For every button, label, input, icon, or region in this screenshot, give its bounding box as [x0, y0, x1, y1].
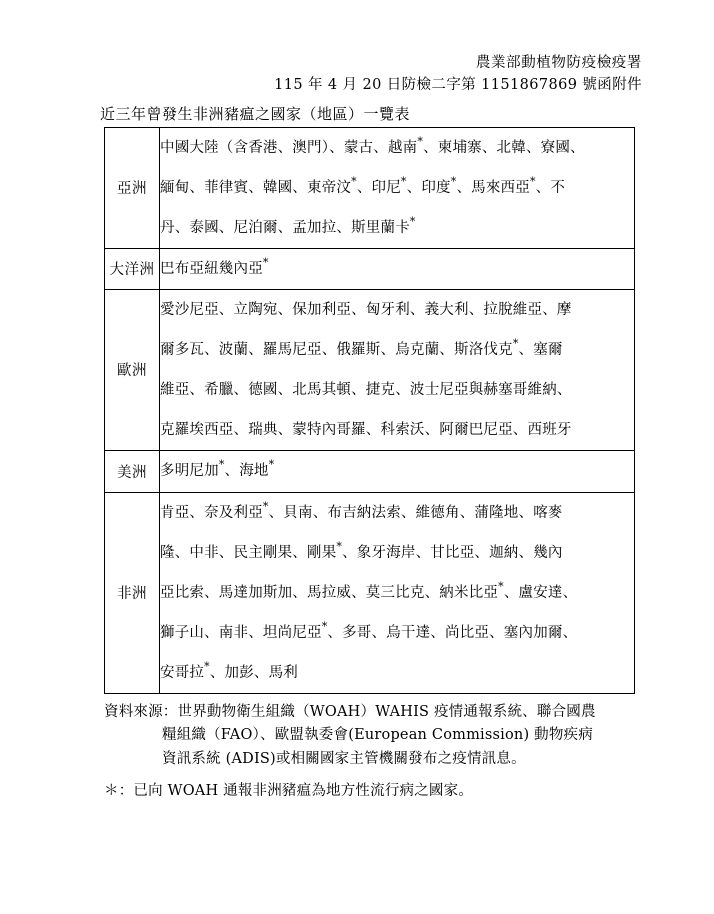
- region-label-cell: 亞洲: [105, 127, 160, 248]
- issuing-agency: 農業部動植物防疫檢疫署: [475, 55, 642, 71]
- country-line: 中國大陸（含香港、澳門）、蒙古、越南*、柬埔寨、北韓、寮國、: [160, 135, 585, 156]
- endemic-asterisk: *: [351, 175, 357, 189]
- endemic-asterisk: *: [529, 175, 536, 189]
- table-row: [105, 492, 635, 693]
- table-row: [105, 127, 635, 248]
- endemic-asterisk: *: [262, 500, 269, 514]
- region-label-cell: 歐洲: [105, 289, 160, 450]
- country-line: 隆、中非、民主剛果、剛果*、象牙海岸、甘比亞、迦納、幾內: [160, 540, 563, 561]
- endemic-asterisk: *: [204, 660, 210, 674]
- endemic-asterisk: *: [450, 175, 457, 189]
- asf-countries-table: [104, 127, 635, 694]
- country-line: 丹、泰國、尼泊爾、孟加拉、斯里蘭卡*: [160, 215, 416, 236]
- table-body: [105, 127, 635, 693]
- countries-cell: [160, 248, 635, 289]
- source-note-line: 糧組織（FAO）、歐盟執委會(European Commission) 動物疾病: [162, 727, 593, 744]
- endemic-asterisk: *: [417, 135, 424, 149]
- country-line: 亞比索、馬達加斯加、馬拉威、莫三比克、納米比亞*、盧安達、: [160, 580, 578, 601]
- source-text: 世界動物衛生組織（WOAH）WAHIS 疫情通報系統、聯合國農: [177, 703, 596, 720]
- endemic-asterisk: *: [409, 215, 416, 229]
- source-note-line: [104, 701, 642, 724]
- endemic-asterisk: *: [336, 540, 343, 554]
- country-line: 維亞、希臘、德國、北馬其頓、捷克、波士尼亞與赫塞哥維納、: [160, 381, 572, 398]
- table-row: [105, 289, 635, 450]
- country-line: 克羅埃西亞、瑞典、蒙特內哥羅、科索沃、阿爾巴尼亞、西班牙: [160, 421, 572, 438]
- country-line: 獅子山、南非、坦尚尼亞*、多哥、烏干達、尚比亞、塞內加爾、: [160, 620, 578, 641]
- country-line: 爾多瓦、波蘭、羅馬尼亞、俄羅斯、烏克蘭、斯洛伐克*、塞爾: [160, 337, 563, 358]
- asterisk-note: ＊：已向 WOAH 通報非洲豬瘟為地方性流行病之國家。: [104, 783, 474, 800]
- endemic-asterisk: *: [268, 458, 275, 472]
- table-row: [105, 450, 635, 492]
- endemic-asterisk: *: [400, 175, 407, 189]
- footnotes: [104, 701, 642, 804]
- countries-cell: [160, 492, 635, 693]
- endemic-asterisk: *: [512, 337, 519, 351]
- region-label-cell: 非洲: [105, 492, 160, 693]
- country-line: 緬甸、菲律賓、韓國、東帝汶*、印尼*、印度*、馬來西亞*、不: [160, 175, 566, 196]
- document-header: [104, 52, 642, 97]
- country-line: 肯亞、奈及利亞*、貝南、布吉納法索、維德角、蒲隆地、喀麥: [160, 500, 563, 521]
- endemic-asterisk: *: [321, 620, 328, 634]
- endemic-asterisk: *: [262, 256, 269, 270]
- page-title: 近三年曾發生非洲豬瘟之國家（地區）一覽表: [100, 104, 411, 123]
- source-label: 資料來源：: [104, 703, 178, 720]
- countries-cell: [160, 127, 635, 248]
- country-line: 巴布亞紐幾內亞*: [160, 256, 269, 277]
- source-note-line: 資訊系統 (ADIS)或相關國家主管機關發布之疫情訊息。: [162, 750, 526, 767]
- countries-cell: [160, 450, 635, 492]
- table-row: [105, 248, 635, 289]
- countries-cell: [160, 289, 635, 450]
- region-label-cell: 美洲: [105, 450, 160, 492]
- country-line: 愛沙尼亞、立陶宛、保加利亞、匈牙利、義大利、拉脫維亞、摩: [160, 301, 572, 318]
- document-number: 115 年 4 月 20 日防檢二字第 1151867869 號函附件: [274, 77, 642, 94]
- country-line: 多明尼加*、海地*: [160, 458, 275, 479]
- country-line: 安哥拉*、加彭、馬利: [160, 660, 299, 681]
- endemic-asterisk: *: [218, 458, 225, 472]
- endemic-asterisk: *: [498, 580, 504, 594]
- region-label-cell: 大洋洲: [105, 248, 160, 289]
